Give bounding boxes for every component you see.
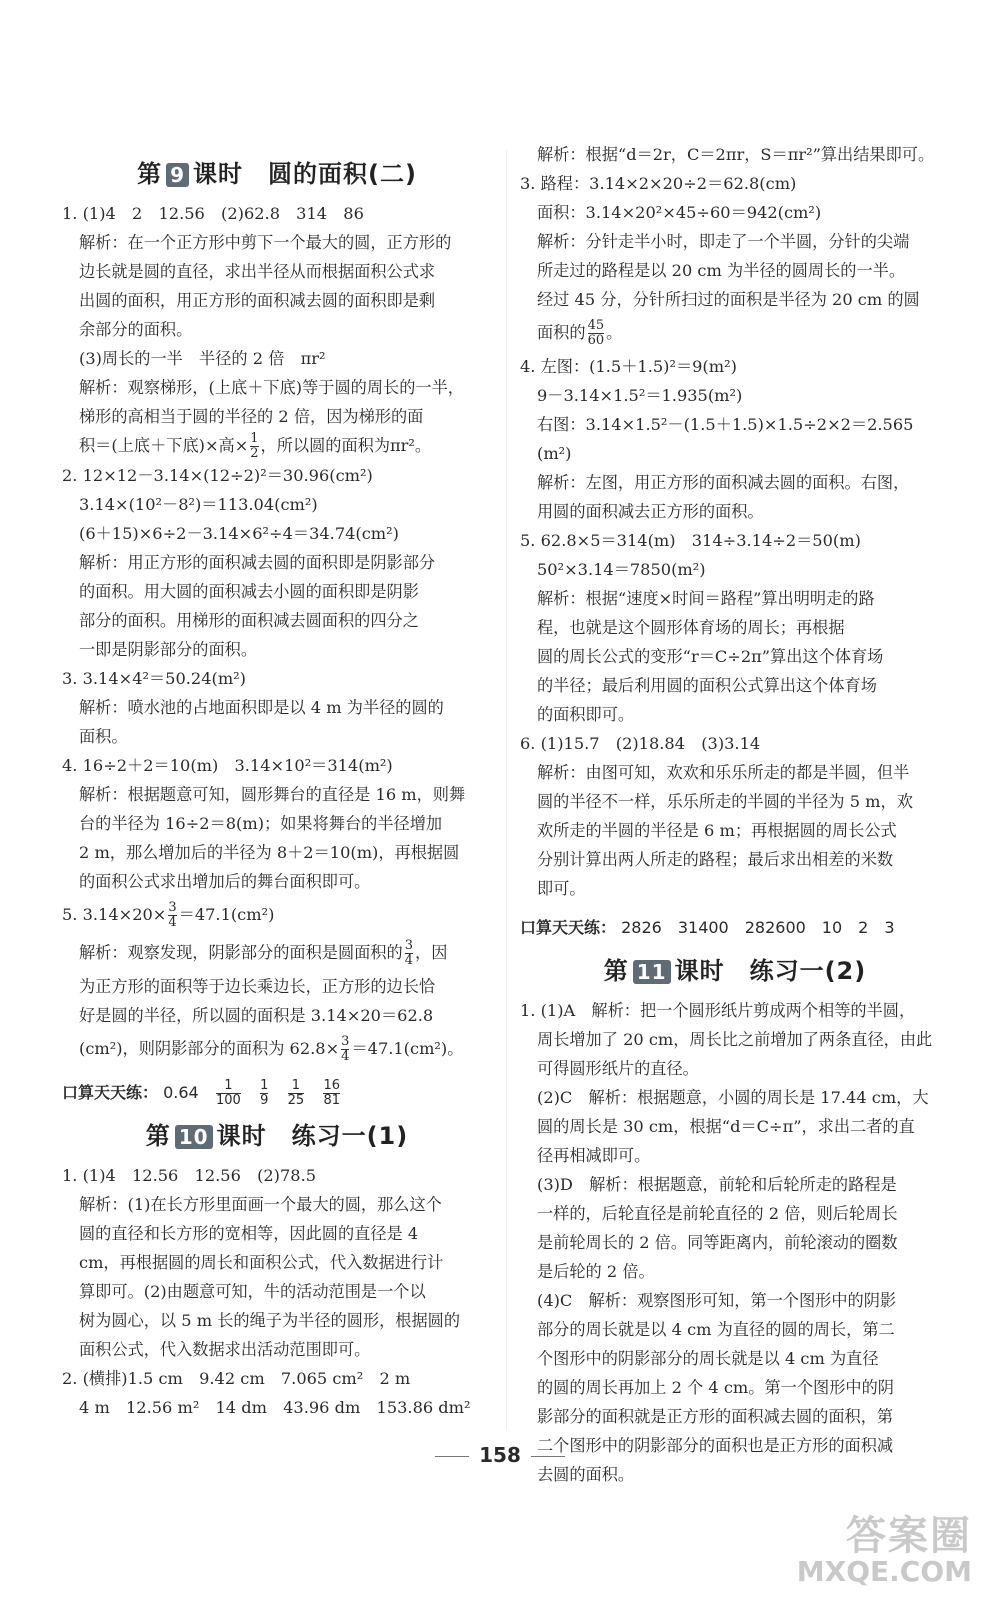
answer-line: (3)周长的一半 半径的 2 倍 πr² xyxy=(79,349,326,368)
analysis-line: 程，也就是这个圆形体育场的周长；再根据 xyxy=(537,618,845,637)
numerator: 3 xyxy=(341,1034,350,1049)
numerator: 3 xyxy=(404,938,414,953)
lesson-number-badge: 10 xyxy=(175,1125,213,1149)
analysis-line: 解析：左图，用正方形的面积减去圆的面积。右图， xyxy=(537,473,910,492)
analysis-line: 解析：分针走半小时，即走了一个半圆，分针的尖端 xyxy=(537,232,910,251)
analysis-line: 解析：用正方形的面积减去圆的面积即是阴影部分 xyxy=(79,553,436,572)
analysis-line: 解析：根据“速度×时间＝路程”算出明明走的路 xyxy=(537,589,875,608)
denominator: 2 xyxy=(250,446,259,461)
answer-line: (6＋15)×6÷2－3.14×6²÷4＝34.74(cm²) xyxy=(79,524,399,543)
analysis-line: 圆的直径和长方形的宽相等，因此圆的直径是 4 xyxy=(79,1224,419,1243)
analysis-line: 解析：根据“d＝2r，C＝2πr，S＝πr²”算出结果即可。 xyxy=(537,145,935,164)
answer-line: 1. (1)4 2 12.56 (2)62.8 314 86 xyxy=(62,204,364,223)
fraction xyxy=(216,1079,241,1108)
analysis-line: 余部分的面积。 xyxy=(79,320,193,339)
analysis-line: 去圆的面积。 xyxy=(537,1465,635,1484)
page-number: 158 xyxy=(479,1443,521,1467)
fraction xyxy=(341,1035,349,1064)
analysis-line: 梯形的高相当于圆的半径的 2 倍，因为梯形的面 xyxy=(79,407,424,426)
answer-line: 3.14×(10²－8²)＝113.04(cm²) xyxy=(79,495,318,514)
analysis-line: 圆的周长公式的变形“r＝C÷2π”算出这个体育场 xyxy=(537,647,884,666)
text-segment: ，所以圆的面积为πr²。 xyxy=(260,436,432,455)
analysis-line: 一即是阴影部分的面积。 xyxy=(79,640,258,659)
text-segment: ，因 xyxy=(415,943,448,962)
watermark-logo xyxy=(797,1504,972,1588)
numerator: 1 xyxy=(250,431,259,446)
analysis-line: 所走过的路程是以 20 cm 为半径的圆周长的一半。 xyxy=(537,261,906,280)
answer-line: 2. (横排)1.5 cm 9.42 cm 7.065 cm² 2 m xyxy=(62,1369,411,1388)
answer-line: 1. (1)4 12.56 12.56 (2)78.5 xyxy=(62,1166,317,1185)
text-segment: 积＝(上底＋下底)×高× xyxy=(79,436,249,455)
analysis-line: 用圆的面积减去正方形的面积。 xyxy=(537,502,764,521)
analysis-line: 算即可。(2)由题意可知，牛的活动范围是一个以 xyxy=(79,1282,426,1301)
answer-line: 4. 左图：(1.5＋1.5)²＝9(m²) xyxy=(520,357,737,376)
watermark-cn-text: 答案圈 xyxy=(846,1513,972,1559)
denominator: 9 xyxy=(260,1093,269,1108)
denominator: 100 xyxy=(216,1093,241,1108)
section-title-lesson-9 xyxy=(62,154,492,189)
analysis-line: 出圆的面积，用正方形的面积减去圆的面积即是剩 xyxy=(79,291,436,310)
analysis-line: 的面积公式求出增加后的舞台面积即可。 xyxy=(79,872,371,891)
analysis-line: 为正方形的面积等于边长乘边长，正方形的边长恰 xyxy=(79,977,436,996)
left-column xyxy=(62,150,492,1422)
answer-line: 右图：3.14×1.5²－(1.5＋1.5)×1.5÷2×2＝2.565 xyxy=(537,415,914,434)
page-number-footer xyxy=(0,1443,1000,1467)
analysis-line: 可得圆形纸片的直径。 xyxy=(537,1059,699,1078)
right-column xyxy=(520,140,950,1489)
column-divider xyxy=(506,150,507,1430)
footer-rule xyxy=(435,1456,469,1457)
analysis-line: 解析：由图可知，欢欢和乐乐所走的都是半圆，但半 xyxy=(537,763,910,782)
analysis-line: 边长就是圆的直径，求出半径从而根据面积公式求 xyxy=(79,262,436,281)
text-segment: (cm²)，则阴影部分的面积为 62.8× xyxy=(79,1039,340,1058)
answer-line-with-fraction xyxy=(62,896,492,934)
analysis-line: 面积公式，代入数据求出活动范围即可。 xyxy=(79,1340,371,1359)
answer-line: 3. 路程：3.14×2×20÷2＝62.8(cm) xyxy=(520,174,797,193)
analysis-line-with-fraction xyxy=(62,431,492,461)
answer-line: 1. (1)A 解析：把一个圆形纸片剪成两个相等的半圆， xyxy=(520,1001,916,1020)
mental-math-values: 2826 31400 282600 10 2 3 xyxy=(621,918,895,937)
numerator: 1 xyxy=(224,1078,233,1093)
answer-line: 50²×3.14＝7850(m²) xyxy=(537,560,706,579)
title-prefix: 第 xyxy=(137,160,163,188)
answer-line: 5. 62.8×5＝314(m) 314÷3.14÷2＝50(m) xyxy=(520,531,861,550)
mental-math-value: 0.64 xyxy=(163,1083,199,1102)
answer-line: (2)C 解析：根据题意，小圆的周长是 17.44 cm，大 xyxy=(537,1088,929,1107)
analysis-line-with-fraction xyxy=(520,314,950,352)
analysis-line: 树为圆心，以 5 m 长的绳子为半径的圆形，根据圆的 xyxy=(79,1311,461,1330)
analysis-line: 2 m，那么增加后的半径为 8＋2＝10(m)，再根据圆 xyxy=(79,843,460,862)
fraction xyxy=(250,432,258,461)
title-prefix: 第 xyxy=(603,957,629,985)
analysis-line: 圆的半径不一样，乐乐所走的半圆的半径为 5 m，欢 xyxy=(537,792,913,811)
analysis-line: 部分的周长就是以 4 cm 为直径的圆的周长，第二 xyxy=(537,1320,895,1339)
analysis-line-with-fraction xyxy=(62,1030,492,1068)
analysis-line-with-fraction xyxy=(62,934,492,972)
analysis-line: 二个图形中的阴影部分的面积也是正方形的面积减 xyxy=(537,1436,894,1455)
analysis-line: 个图形中的阴影部分的周长就是以 4 cm 为直径 xyxy=(537,1349,879,1368)
answer-line: 3. 3.14×4²＝50.24(m²) xyxy=(62,669,246,688)
analysis-line: 的圆的周长再加上 2 个 4 cm。第一个图形中的阴 xyxy=(537,1378,894,1397)
analysis-line: 周长增加了 20 cm，周长比之前增加了两条直径，由此 xyxy=(537,1030,933,1049)
denominator: 4 xyxy=(341,1049,350,1064)
section-title-lesson-10 xyxy=(62,1116,492,1151)
numerator: 45 xyxy=(587,318,605,333)
answer-line: (4)C 解析：观察图形可知，第一个图形中的阴影 xyxy=(537,1291,897,1310)
fraction xyxy=(168,901,176,930)
analysis-line: 解析：观察梯形，(上底＋下底)等于圆的周长的一半， xyxy=(79,378,464,397)
answer-line: 4 m 12.56 m² 14 dm 43.96 dm 153.86 dm² xyxy=(79,1398,471,1417)
mental-math-practice xyxy=(520,911,950,945)
denominator: 25 xyxy=(287,1093,305,1108)
text-segment: ＝47.1(cm²)。 xyxy=(351,1039,464,1058)
title-text: 课时 练习一(2) xyxy=(674,957,867,985)
analysis-line: 即可。 xyxy=(537,879,586,898)
analysis-line: 是后轮的 2 倍。 xyxy=(537,1262,655,1281)
fraction xyxy=(405,939,413,968)
footer-rule xyxy=(531,1456,565,1457)
denominator: 60 xyxy=(587,333,605,348)
analysis-line: 分别计算出两人所走的路程；最后求出相差的米数 xyxy=(537,850,894,869)
title-text: 课时 练习一(1) xyxy=(216,1122,409,1150)
fraction xyxy=(323,1079,340,1108)
mental-math-label: 口算天天练： xyxy=(520,918,617,937)
analysis-line: 台的半径为 16÷2＝8(m)；如果将舞台的半径增加 xyxy=(79,814,443,833)
title-text: 课时 圆的面积(二) xyxy=(192,160,417,188)
analysis-line: 的半径；最后利用圆的面积公式算出这个体育场 xyxy=(537,676,877,695)
text-segment: ＝47.1(cm²) xyxy=(178,905,275,924)
analysis-line: 一样的，后轮直径是前轮直径的 2 倍，则后轮周长 xyxy=(537,1204,898,1223)
analysis-line: 径再相减即可。 xyxy=(537,1146,651,1165)
analysis-line: 经过 45 分，分针所扫过的面积是半径为 20 cm 的圆 xyxy=(537,290,920,309)
analysis-line: 的面积。用大圆的面积减去小圆的面积即是阴影 xyxy=(79,582,419,601)
analysis-line: 面积。 xyxy=(79,727,128,746)
analysis-line: 好是圆的半径，所以圆的面积是 3.14×20＝62.8 xyxy=(79,1006,434,1025)
analysis-line: 影部分的面积就是正方形的面积减去圆的面积，第 xyxy=(537,1407,894,1426)
denominator: 81 xyxy=(323,1093,340,1108)
analysis-line: 解析：喷水池的占地面积即是以 4 m 为半径的圆的 xyxy=(79,698,444,717)
denominator: 4 xyxy=(168,915,177,930)
denominator: 4 xyxy=(404,953,414,968)
section-title-lesson-11 xyxy=(520,951,950,986)
analysis-line: 部分的面积。用梯形的面积减去圆面积的四分之 xyxy=(79,611,419,630)
mental-math-label: 口算天天练： xyxy=(62,1083,159,1102)
numerator: 1 xyxy=(260,1078,269,1093)
answer-line: 9－3.14×1.5²＝1.935(m²) xyxy=(537,386,743,405)
answer-line: 6. (1)15.7 (2)18.84 (3)3.14 xyxy=(520,734,761,753)
analysis-line: cm，再根据圆的周长和面积公式，代入数据进行计 xyxy=(79,1253,444,1272)
mental-math-practice xyxy=(62,1076,492,1110)
numerator: 3 xyxy=(168,900,177,915)
analysis-line: 是前轮周长的 2 倍。同等距离内，前轮滚动的圈数 xyxy=(537,1233,898,1252)
lesson-number-badge: 9 xyxy=(166,163,189,187)
numerator: 16 xyxy=(323,1078,340,1093)
numerator: 1 xyxy=(291,1078,301,1093)
lesson-number-badge: 11 xyxy=(633,960,671,984)
analysis-line: 解析：在一个正方形中剪下一个最大的圆，正方形的 xyxy=(79,233,452,252)
answer-line: (3)D 解析：根据题意，前轮和后轮所走的路程是 xyxy=(537,1175,897,1194)
analysis-line: 解析：(1)在长方形里面画一个最大的圆，那么这个 xyxy=(79,1195,442,1214)
answer-line: (m²) xyxy=(537,444,572,463)
answer-line: 2. 12×12－3.14×(12÷2)²＝30.96(cm²) xyxy=(62,466,373,485)
analysis-line: 欢所走的半圆的半径是 6 m；再根据圆的周长公式 xyxy=(537,821,897,840)
fraction xyxy=(288,1079,305,1108)
watermark-en-text: MXQE.COM xyxy=(796,1555,972,1588)
answer-line: 4. 16÷2＋2＝10(m) 3.14×10²＝314(m²) xyxy=(62,756,393,775)
text-segment: 解析：观察发现，阴影部分的面积是圆面积的 xyxy=(79,943,403,962)
fraction xyxy=(588,319,605,348)
text-segment: 面积的 xyxy=(537,323,586,342)
text-segment: 。 xyxy=(606,323,623,342)
text-segment: 5. 3.14×20× xyxy=(62,905,167,924)
analysis-line: 解析：根据题意可知，圆形舞台的直径是 16 m，则舞 xyxy=(79,785,466,804)
fraction xyxy=(260,1079,268,1108)
title-prefix: 第 xyxy=(145,1122,171,1150)
analysis-line: 的面积即可。 xyxy=(537,705,635,724)
analysis-line: 圆的周长是 30 cm，根据“d＝C÷π”，求出二者的直 xyxy=(537,1117,915,1136)
answer-line: 面积：3.14×20²×45÷60＝942(cm²) xyxy=(537,203,822,222)
